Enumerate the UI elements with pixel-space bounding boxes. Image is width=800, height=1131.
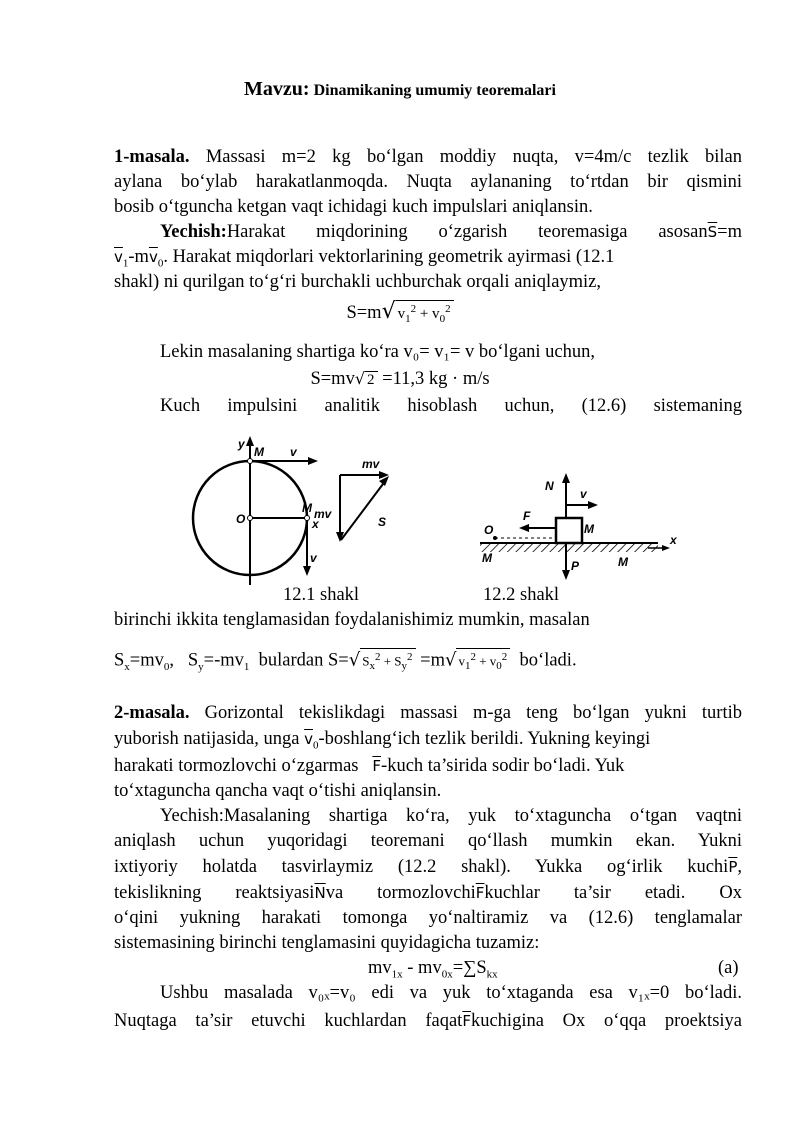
figure-12-2 bbox=[470, 470, 680, 585]
vec-P: $\overline{P}$ bbox=[728, 858, 738, 876]
p2-text2b: -boshlang‘ich tezlik berildi. Yukning keyingi bbox=[318, 729, 651, 749]
p2-text3a: harakati tormozlovchi o‘zgarmas bbox=[114, 756, 359, 776]
fig1-label-v1: v bbox=[310, 551, 317, 565]
vec-v0-p2: $\overline{v}$ bbox=[304, 730, 313, 748]
p2-line3 bbox=[114, 755, 742, 777]
p1-line1 bbox=[114, 146, 742, 168]
fig1-label-M0: M bbox=[254, 445, 264, 459]
fig1-label-mv0: mv bbox=[362, 457, 380, 471]
p1-line5: $\overline{v}_1-m\overline{v}_0$. Harakat miqdorlari vektorlarining geometrik ayirmasi (12.1 bbox=[114, 247, 615, 270]
equation-label: (a) bbox=[718, 958, 739, 978]
p2-text7: ixtiyoriy holatda tasvirlaymiz (12.2 shakl). Yukka og‘irlik kuchi bbox=[114, 857, 729, 877]
p2-line7: ixtiyoriy holatda tasvirlaymiz (12.2 shakl). Yukka og‘irlik $kuchi\overline{P}$, bbox=[114, 857, 742, 877]
vec-F: $\overline{F}$ bbox=[372, 757, 382, 775]
p1-label: 1-masala. bbox=[114, 147, 190, 167]
p1-text5: . Harakat miqdorlari vektorlarining geometrik ayirmasi (12.1 bbox=[163, 247, 615, 267]
p2-text8c: kuchlar ta’sir etadi. Ox bbox=[484, 883, 742, 903]
p2-line2: yuborish natijasida, unga $\overline{v}_0-boshlang‘ich$ tezlik berildi. Yukning keyingi bbox=[114, 729, 651, 752]
p1-line2: aylana bo‘ylab harakatlanmoqda. Nuqta aylananing to‘rtdan bir qismini bbox=[114, 172, 742, 192]
formula-s1: S=m√ $v_1^2 + v_0^2$ bbox=[0, 300, 800, 327]
p2-line9: o‘qini yukning harakati tomonga yo‘naltiramiz va (12.6) tenglamalar bbox=[114, 908, 742, 928]
p1-line8: Kuch impulsini analitik hisoblash uchun, (12.6) sistemaning bbox=[160, 396, 742, 416]
formula-s2: S=mv√ 2 =11,3 kg · m/s bbox=[310, 369, 490, 389]
vec-v0: $\overline{v}$ bbox=[148, 248, 158, 266]
p2-label: 2-masala. bbox=[114, 703, 190, 723]
fig2-label-M0: M bbox=[482, 551, 492, 565]
fig1-label-x: x bbox=[312, 517, 319, 531]
caption-12-2: 12.2 shakl bbox=[483, 585, 560, 605]
fig1-label-y: y bbox=[238, 437, 245, 451]
p2-text12a: Nuqtaga ta’sir etuvchi kuchlardan faqat bbox=[114, 1011, 463, 1031]
fig1-label-M1: M bbox=[302, 501, 312, 515]
fig2-ground bbox=[480, 543, 658, 552]
fig2-label-x: x bbox=[670, 533, 677, 547]
fig1-label-S: S bbox=[378, 515, 387, 529]
vec-F2: $\overline{F}$ bbox=[475, 884, 485, 902]
p2-line6: aniqlash uchun yuqoridagi teoremani qo‘llash mumkin ekan. Yukni bbox=[114, 831, 742, 851]
equation-a: $mv_{1x} - mv_{0x}=\sum S_{kx}$ bbox=[368, 958, 498, 981]
p2-text1: Gorizontal tekislikdagi massasi m-ga teng bo‘lgan yukni turtib bbox=[204, 703, 742, 723]
fig2-label-v: v bbox=[580, 487, 587, 501]
fig2-label-F: F bbox=[523, 509, 531, 523]
fig2-label-N: N bbox=[545, 479, 554, 493]
fig1-label-mv1: mv bbox=[314, 507, 332, 521]
p1-line6: shakl) ni qurilgan to‘g‘ri burchakli uchburchak orqali aniqlaymiz, bbox=[114, 272, 602, 292]
p1-line7: Lekin masalaning shartiga ko‘ra v₀= v₁= v bo‘lgani uchun, bbox=[160, 342, 596, 362]
p1-eq-m: =m bbox=[717, 222, 742, 242]
title-mavzu: Mavzu: bbox=[244, 78, 310, 100]
p1-text4: Harakat miqdorining o‘zgarish teoremasiga asosan bbox=[226, 222, 708, 242]
page-title bbox=[0, 78, 800, 101]
p1-text1: Massasi m=2 kg bo‘lgan moddiy nuqta, v=4m/c tezlik bilan bbox=[205, 147, 742, 167]
f2-lhs: S=mv bbox=[310, 369, 355, 389]
p2-line5: Yechish:Masalaning shartiga ko‘ra, yuk to‘xtaguncha o‘tgan vaqtni bbox=[160, 806, 742, 826]
p2-text12b: kuchigina Ox o‘qqa proektsiya bbox=[470, 1011, 742, 1031]
p1-boladi: bo‘ladi. bbox=[519, 650, 577, 671]
p1-line3: bosib o‘tguncha ketgan vaqt ichidagi kuch impulslari aniqlansin. bbox=[114, 197, 593, 217]
fig1-label-v0: v bbox=[290, 445, 297, 459]
fig2-block bbox=[556, 518, 582, 543]
fig2-label-O: O bbox=[484, 523, 494, 537]
p1-yechish: Yechish: bbox=[160, 222, 227, 242]
fig2-label-M1: M bbox=[618, 555, 628, 569]
f1-lhs: S=m bbox=[346, 303, 382, 323]
caption-12-1: 12.1 shakl bbox=[283, 585, 360, 605]
vec-F3: $\overline{F}$ bbox=[462, 1012, 471, 1030]
p2-line4: to‘xtaguncha qancha vaqt o‘tishi aniqlansin. bbox=[114, 781, 442, 801]
vec-S: $\overline{S}$ bbox=[707, 223, 718, 241]
f2-rhs: =11,3 kg · m/s bbox=[382, 369, 490, 389]
p2-line12 bbox=[114, 1010, 742, 1032]
p2-line10: sistemasining birinchi tenglamasini quyidagicha tuzamiz: bbox=[114, 933, 540, 953]
p2-line1 bbox=[114, 702, 742, 724]
p2-line11: Ushbu masalada v₀ₓ=v₀ edi va yuk to‘xtaganda esa v₁ₓ=0 bo‘ladi. bbox=[160, 983, 742, 1003]
figure-12-1 bbox=[190, 430, 420, 590]
fig2-label-M: M bbox=[584, 522, 594, 536]
p2-line8 bbox=[114, 882, 742, 904]
fig2-label-P: P bbox=[571, 559, 580, 573]
p2-text8a: tekislikning reaktsiyasi bbox=[114, 883, 315, 903]
p1-line10: $S_x=mv_0$, $S_y=-mv_1$ bulardan S=√ $S_x^2 + S_y^2 =m√$ $v_1^2 + v_0^2$ bo‘ladi. bbox=[114, 649, 577, 674]
p2-text3b: -kuch ta’sirida sodir bo‘ladi. Yuk bbox=[381, 756, 625, 776]
p1-line9: birinchi ikkita tenglamasidan foydalanishimiz mumkin, masalan bbox=[114, 610, 590, 630]
p2-text8b: va tormozlovchi bbox=[325, 883, 476, 903]
p1-line4 bbox=[160, 221, 742, 243]
title-topic: Dinamikaning umumiy teoremalari bbox=[313, 82, 556, 99]
p2-text2a: yuborish natijasida, unga bbox=[114, 729, 300, 749]
fig1-label-O: O bbox=[236, 512, 246, 526]
fig1-S bbox=[341, 480, 386, 540]
vec-N: $\overline{N}$ bbox=[314, 884, 326, 902]
vec-v1: $\overline{v}$ bbox=[114, 248, 123, 266]
